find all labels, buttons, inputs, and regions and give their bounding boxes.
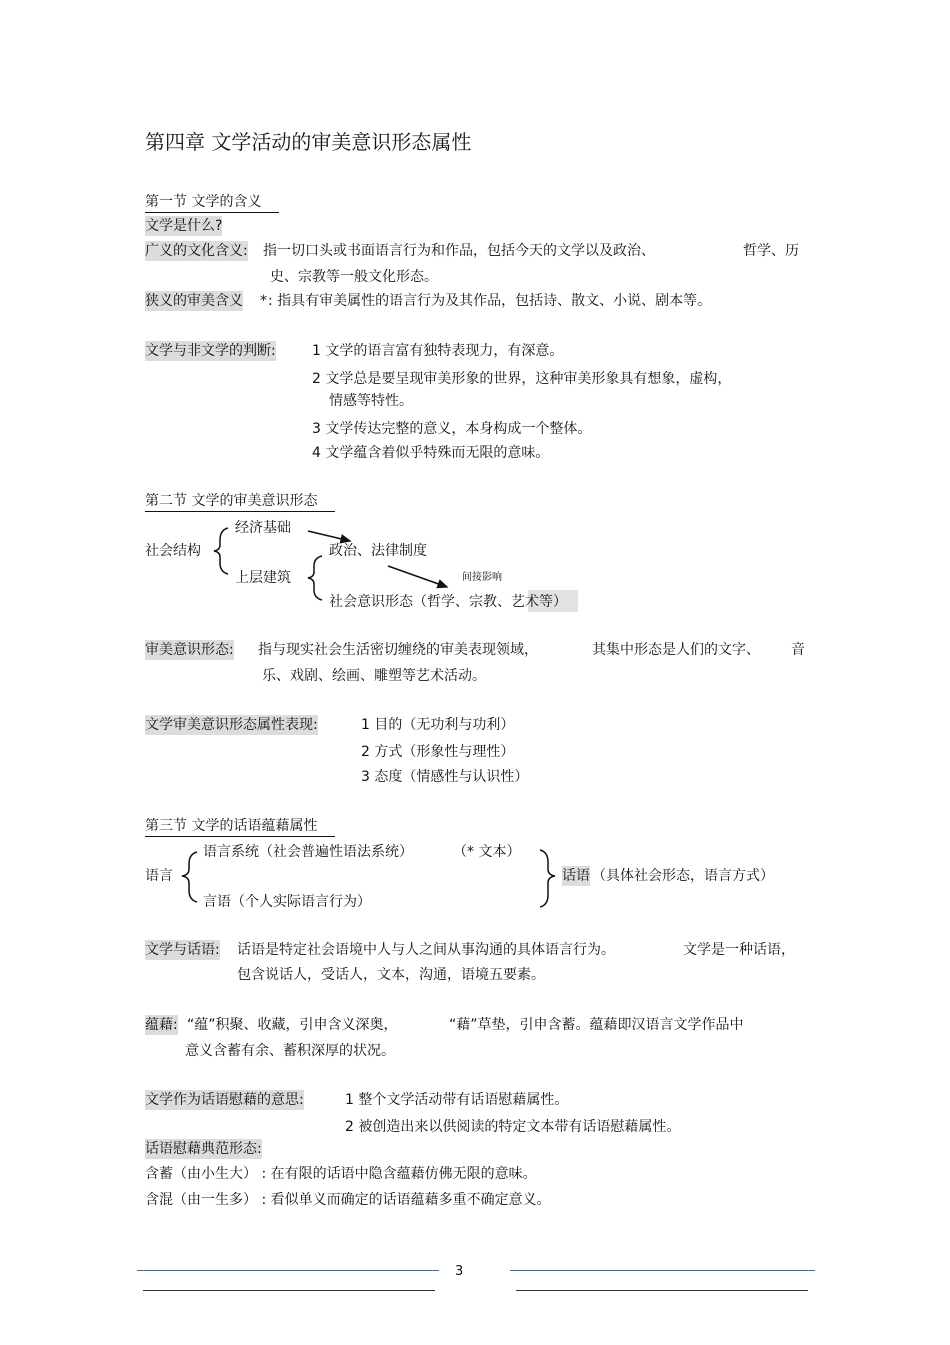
broad-meaning-text-end: 哲学、历 [743,243,799,259]
literature-discourse-text: 话语是特定社会语境中人与人之间从事沟通的具体语言行为。 [237,942,615,958]
langue: 语言系统（社会普遍性语法系统） [203,844,413,860]
economic-base: 经济基础 [235,520,291,536]
section-3-heading: 第三节 文学的话语蕴藉属性 [145,816,335,837]
judgement-item-cont: 情感等特性。 [329,393,413,409]
superstructure-brace [308,556,322,600]
hanxu-line: 含蓄（由小生大） : 在有限的话语中隐含蕴藉仿佛无限的意味。 [145,1166,537,1182]
meaning-item: 2 被创造出来以供阅读的特定文本带有话语慰藉属性。 [345,1119,681,1135]
judgement-item: 1 文学的语言富有独特表现力，有深意。 [312,343,564,359]
page-number: 3 [455,1264,464,1279]
language-right-brace [540,850,555,907]
attribute-item: 1 目的（无功利与功利） [361,717,515,733]
narrow-meaning-text: : 指具有审美属性的语言行为及其作品，包括诗、散文、小说、剧本等。 [268,293,712,309]
arrow-to-ideology [388,566,447,587]
hanhun-line: 含混（由一生多） : 看似单义而确定的话语蕴藉多重不确定意义。 [145,1192,551,1208]
superstructure: 上层建筑 [235,570,291,586]
discourse-word: 话语 [562,868,590,884]
language-label: 语言 [145,868,173,884]
discourse-desc: （具体社会形态，语言方式） [592,868,774,884]
attribute-item: 2 方式（形象性与理性） [361,744,515,760]
footer-rule-lower-right [516,1290,808,1291]
aesthetic-ideology-text: 指与现实社会生活密切缠绕的审美表现领域， [258,642,538,658]
broad-meaning-text-cont: 史、宗教等一般文化形态。 [270,269,438,285]
arrow-economic-to-politics [308,531,350,541]
section-2-heading: 第二节 文学的审美意识形态 [145,491,335,512]
attribute-label: 文学审美意识形态属性表现: [145,717,318,733]
judgement-label: 文学与非文学的判断: [145,343,276,359]
aesthetic-ideology-text-mid: 其集中形态是人们的文字、 [592,642,760,658]
aesthetic-ideology-text-end: 音 [791,642,805,658]
aesthetic-ideology-text-cont: 乐、戏剧、绘画、雕塑等艺术活动。 [262,668,486,684]
aesthetic-ideology-label: 审美意识形态: [145,642,234,658]
yunjie-text: “蕴”积聚、收藏，引申含义深奥， [187,1017,398,1033]
social-ideology: 社会意识形态（哲学、宗教、艺术等） [329,594,567,610]
social-structure-brace [214,528,228,574]
meaning-label: 文学作为话语慰藉的意思: [145,1092,304,1108]
yunjie-text-cont: 意义含蓄有余、蓄积深厚的状况。 [185,1043,395,1059]
section-1-heading: 第一节 文学的含义 [145,192,279,213]
narrow-meaning-label: 狭义的审美含义 [145,293,243,309]
literature-discourse-text-cont: 包含说话人，受话人，文本，沟通，语境五要素。 [237,967,545,983]
indirect-influence: 间接影响 [462,572,502,583]
social-structure: 社会结构 [145,543,201,559]
yunjie-text-end: “藉”草垫，引申含蓄。蕴藉即汉语言文学作品中 [449,1017,744,1033]
politics-law: 政治、法律制度 [329,543,427,559]
parole: 言语（个人实际语言行为） [203,894,371,910]
footer-rule-left [137,1270,439,1271]
judgement-item: 4 文学蕴含着似乎特殊而无限的意味。 [312,445,550,461]
literature-discourse-text-end: 文学是一种话语， [683,942,795,958]
attribute-item: 3 态度（情感性与认识性） [361,769,529,785]
judgement-item: 3 文学传达完整的意义，本身构成一个整体。 [312,421,592,437]
what-is-literature: 文学是什么? [145,218,223,234]
literature-discourse-label: 文学与话语: [145,942,220,958]
yunjie-label: 蕴藉: [145,1017,178,1033]
chapter-title: 第四章 文学活动的审美意识形态属性 [145,130,472,154]
text-mark: （* 文本） [453,844,521,860]
typical-forms-label: 话语慰藉典范形态: [145,1141,262,1157]
broad-meaning-text: 指一切口头或书面语言行为和作品，包括今天的文学以及政治、 [263,243,655,259]
narrow-meaning-mark: * [260,293,267,309]
broad-meaning-label: 广义的文化含义: [145,243,248,259]
footer-rule-right [510,1270,815,1271]
footer-rule-lower-left [143,1290,435,1291]
language-left-brace [182,852,197,902]
judgement-item: 2 文学总是要呈现审美形象的世界，这种审美形象具有想象，虚构， [312,371,732,387]
meaning-item: 1 整个文学活动带有话语慰藉属性。 [345,1092,569,1108]
